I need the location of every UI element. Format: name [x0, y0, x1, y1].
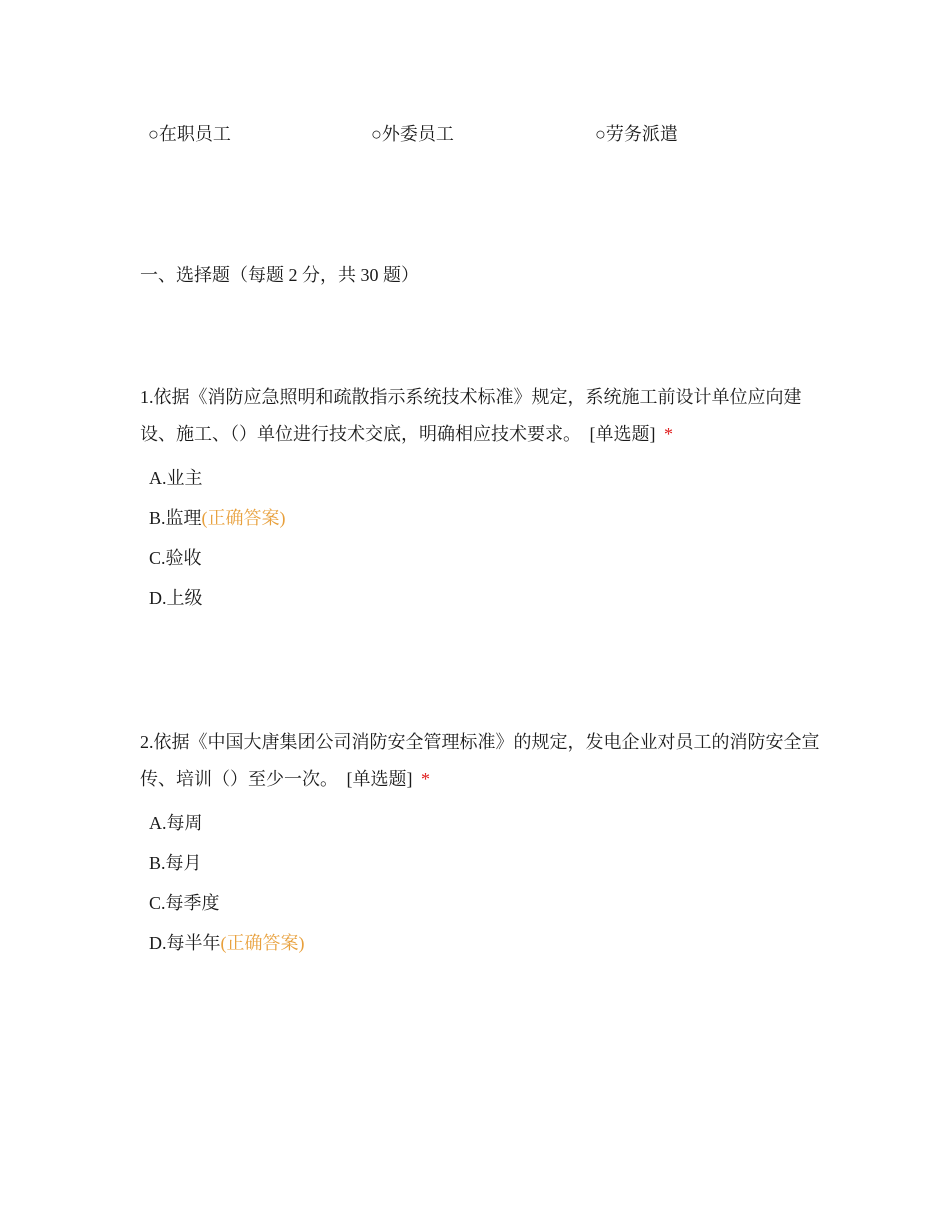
option-b[interactable] [149, 501, 820, 541]
option-c[interactable] [149, 541, 820, 581]
option-c[interactable] [149, 886, 820, 926]
option-d[interactable] [149, 581, 820, 621]
question-1 [140, 379, 820, 621]
question-text: 1.依据《消防应急照明和疏散指示系统技术标准》规定，系统施工前设计单位应向建设、施工、（）单位进行技术交底，明确相应技术要求。 [140, 387, 802, 444]
employee-type-option[interactable]: ○劳务派遣 [595, 124, 678, 144]
employee-type-option[interactable]: ○外委员工 [371, 124, 454, 144]
option-label: B.监理 [149, 508, 202, 528]
question-type-label: [单选题] [346, 769, 413, 789]
section-heading: 一、选择题（每题 2 分，共 30 题） [140, 265, 419, 285]
option-list [140, 461, 820, 621]
option-label: D.每半年 [149, 933, 221, 953]
required-mark: * [664, 424, 673, 444]
option-a[interactable] [149, 806, 820, 846]
correct-answer-mark: (正确答案) [201, 508, 286, 528]
option-b[interactable] [149, 846, 820, 886]
option-label: C.验收 [149, 548, 202, 568]
correct-answer-mark: (正确答案) [220, 933, 305, 953]
option-label: D.上级 [149, 588, 203, 608]
option-label: A.每周 [149, 813, 203, 833]
option-a[interactable] [149, 461, 820, 501]
option-label: B.每月 [149, 853, 202, 873]
question-text: 2.依据《中国大唐集团公司消防安全管理标准》的规定，发电企业对员工的消防安全宣传、培训（）至少一次。 [140, 732, 820, 789]
question-text-block [140, 379, 820, 453]
option-label: A.业主 [149, 468, 203, 488]
option-d[interactable] [149, 926, 820, 966]
employee-type-group [148, 120, 848, 148]
required-mark: * [421, 769, 430, 789]
question-type-label: [单选题] [589, 424, 656, 444]
question-text-block [140, 724, 820, 798]
option-label: C.每季度 [149, 893, 220, 913]
employee-type-option[interactable]: ○在职员工 [148, 124, 231, 144]
option-list [140, 806, 820, 966]
question-2 [140, 724, 820, 966]
